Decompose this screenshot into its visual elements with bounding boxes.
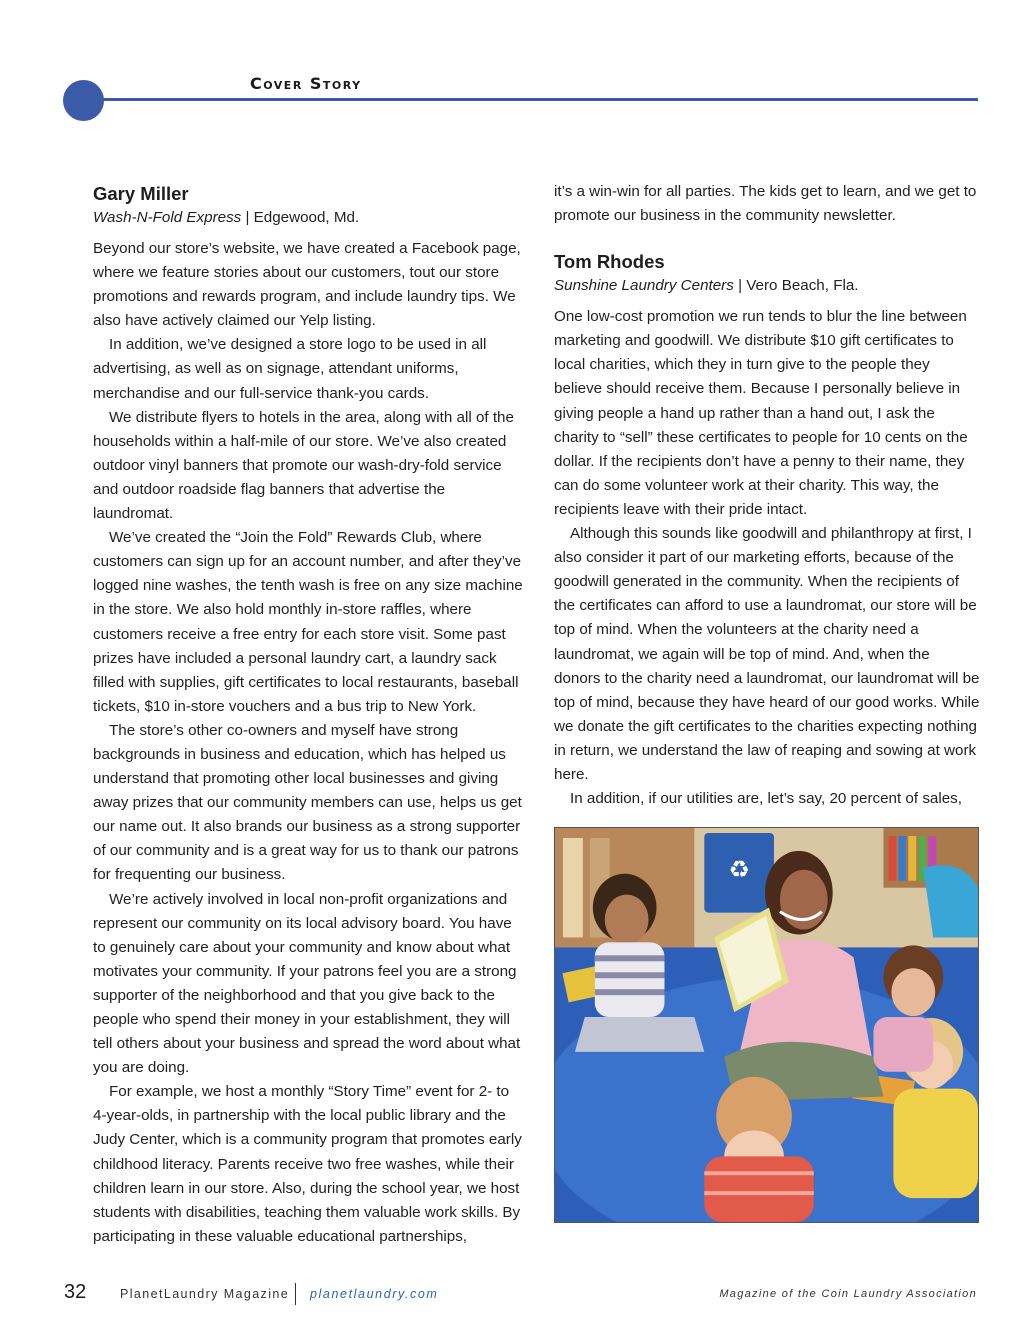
- footer-divider: [295, 1283, 296, 1305]
- svg-text:♻: ♻: [728, 856, 750, 884]
- section-label: Cover Story: [250, 74, 362, 93]
- paragraph: We distribute flyers to hotels in the area, along with all of the households within a half-mile of our store. We’ve also created outdoor vinyl banners that promote our wash-dry-fold service and outdoor roadside flag banners that advertise the laundromat.: [93, 408, 514, 523]
- paragraph: For example, we host a monthly “Story Time” event for 2- to 4-year-olds, in partnership with the local public library and the Judy Center, which is a community program that promotes early childhood literacy. Parents receive two free washes, while their children learn in our store. Also, during the school year, we host students with disabilities, teaching them valuable work skills. By participating in these valuable educational partnerships,: [93, 1083, 522, 1245]
- author-affiliation: [93, 207, 523, 229]
- paragraph: Although this sounds like goodwill and philanthropy at first, I also consider it part of our marketing efforts, because of the goodwill generated in the community. When the recipients of the certificates can afford to use a laundromat, our store will be top of mind. When the volunteers at the charity need a laundromat, we again will be top of mind. And, when the donors to the charity need a laundromat, our laundromat will be top of mind, because they have heard of our good works. While we donate the gift certificates to the charities expecting nothing in return, we understand the law of reaping and sowing at work here.: [554, 525, 980, 783]
- author-name: Gary Miller: [93, 183, 189, 204]
- photo-illustration: [555, 828, 978, 1222]
- business-location: | Edgewood, Md.: [241, 209, 360, 226]
- paragraph: Beyond our store’s website, we have created a Facebook page, where we feature stories about our customers, tout our store promotions and rewards program, and include laundry tips. We also have actively claimed our Yelp listing.: [93, 240, 521, 330]
- paragraph: The store’s other co-owners and myself have strong backgrounds in business and education, which has helped us understand that promoting other local businesses and giving away prizes that our community members can use, helps us get our name out. It also brands our business as a strong supporter of our community and is a great way for us to thank our patrons for frequenting our business.: [93, 721, 522, 884]
- business-name: Wash-N-Fold Express: [93, 209, 242, 226]
- paragraph: One low-cost promotion we run tends to blur the line between marketing and goodwill. We distribute $10 gift certificates to local charities, which they in turn give to the people they believe should receive them. Because I personally believe in giving people a hand up rather than a hand out, I ask the charity to “sell” these certificates to people for 10 cents on the dollar. If the recipients don’t have a penny to their name, they can do some volunteer work at their charity. This way, the recipients leave with their pride intact.: [554, 308, 968, 518]
- header-dot-icon: [63, 80, 104, 121]
- author-name: Tom Rhodes: [554, 251, 665, 273]
- paragraph: We’ve created the “Join the Fold” Rewards Club, where customers can sign up for an account number, and after they’ve logged nine washes, the tenth wash is free on any size machine in the store. We also hold monthly in-store raffles, where customers receive a free entry for each store visit. Some past prizes have included a personal laundry cart, a laundry sack filled with supplies, gift certificates to local restaurants, baseball tickets, $10 in-store vouchers and a bus trip to New York.: [93, 529, 523, 715]
- website-link[interactable]: planetlaundry.com: [310, 1287, 439, 1301]
- business-name: Sunshine Laundry Centers: [554, 277, 734, 295]
- page-number: 32: [64, 1281, 87, 1303]
- magazine-tagline: Magazine of the Coin Laundry Association: [719, 1288, 977, 1300]
- paragraph-continuation: it’s a win-win for all parties. The kids get to learn, and we get to promote our business in the community newsletter.: [554, 183, 977, 225]
- author-affiliation: [554, 275, 980, 297]
- right-column: [554, 180, 980, 811]
- header-rule: [95, 98, 978, 101]
- magazine-name: PlanetLaundry Magazine: [120, 1287, 290, 1301]
- left-column: [93, 180, 523, 1249]
- paragraph: In addition, if our utilities are, let’s say, 20 percent of sales,: [570, 790, 962, 808]
- paragraph: We’re actively involved in local non-profit organizations and represent our community on its local advisory board. You have to genuinely care about your community and know about what motivates your community. If your patrons feel you are a strong supporter of the neighborhood and that you give back to the people who spend their money in your establishment, they will tell others about your business and spread the word about what you are doing.: [93, 890, 521, 1077]
- business-location: | Vero Beach, Fla.: [733, 277, 859, 295]
- story-time-photo: [554, 827, 979, 1223]
- paragraph: In addition, we’ve designed a store logo to be used in all advertising, as well as on signage, attendant uniforms, merchandise and our full-service thank-you cards.: [93, 336, 487, 402]
